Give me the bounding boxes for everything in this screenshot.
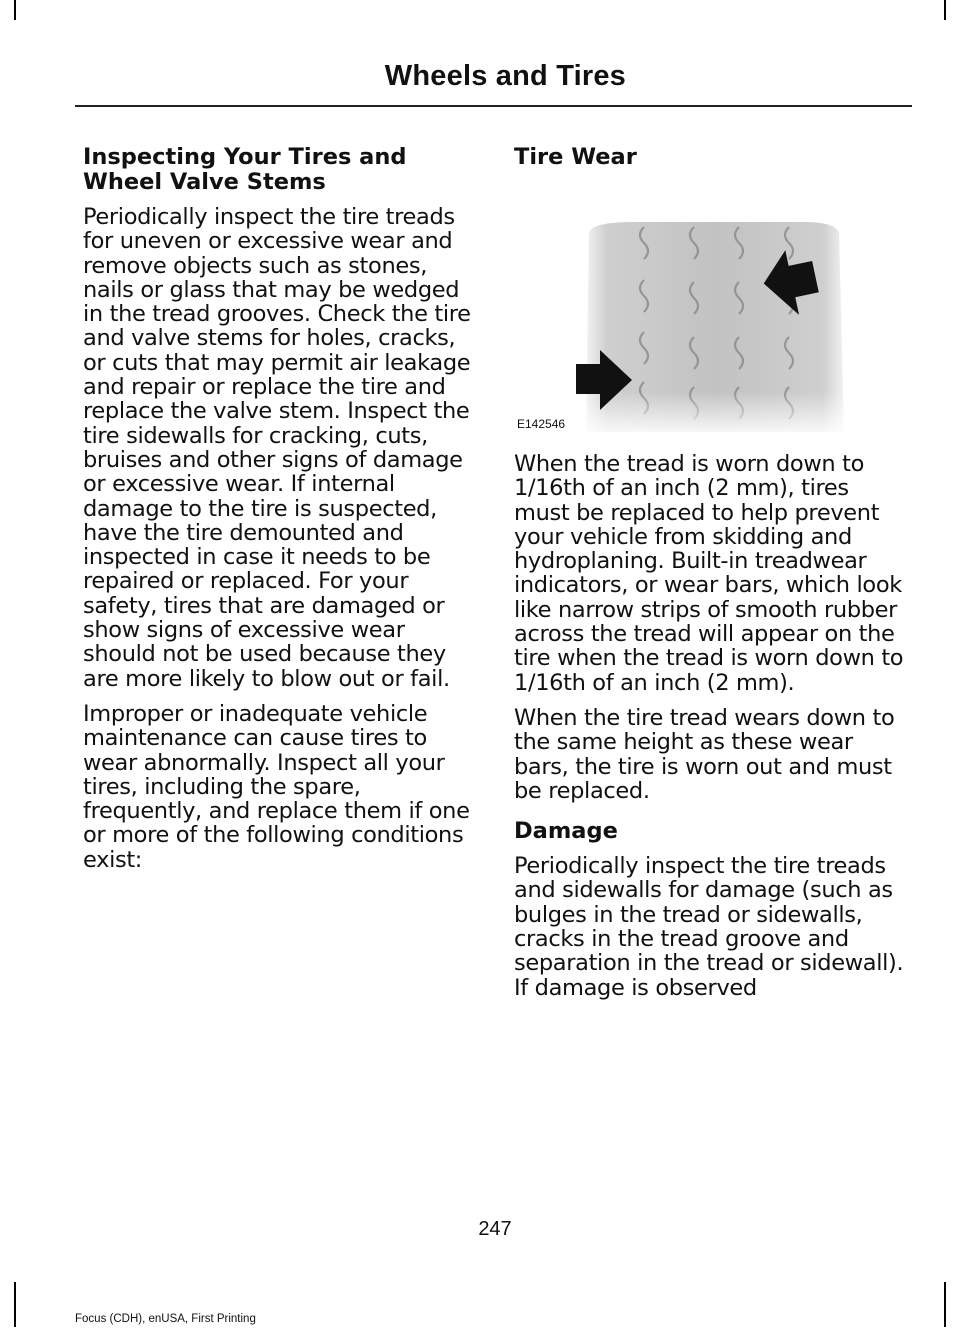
- publication-info: Focus (CDH), enUSA, First Printing: [75, 1313, 256, 1325]
- crop-mark-bottom-right: [944, 1282, 946, 1327]
- tire-tread-figure: [514, 182, 910, 434]
- figure-id: E142546: [517, 417, 566, 431]
- paragraph-damage: Periodically inspect the tire treads and sidewalls for damage (such as bulges in the tread or sidewalls, cracks in the tread groove and separation in the tread or sidewall). If damage is observed: [514, 853, 904, 1001]
- heading-damage: Damage: [514, 818, 618, 845]
- crop-mark-top-left: [14, 0, 16, 20]
- page-number: 247: [478, 1218, 512, 1240]
- page-section-title: Wheels and Tires: [384, 60, 626, 92]
- paragraph-wear-bars: When the tire tread wears down to the same height as these wear bars, the tire is worn out and must be replaced.: [514, 704, 895, 804]
- right-column: [514, 145, 910, 1011]
- left-column: [83, 145, 479, 883]
- tire-tread-wear-bar-illustration: [514, 182, 910, 434]
- crop-mark-top-right: [944, 0, 946, 20]
- paragraph-tread-worn-down: When the tread is worn down to 1/16th of an inch (2 mm), tires must be replaced to help prevent your vehicle from skidding and hydroplaning. Built-in treadwear indicators, or wear bars, which look like narrow strips of smooth rubber across the tread will appear on the tire when the tread is worn down to 1/16th of an inch (2 mm).: [514, 451, 904, 696]
- header-divider: [75, 105, 912, 107]
- heading-tire-wear: Tire Wear: [514, 144, 637, 170]
- heading-inspecting-tires: Inspecting Your Tires and Wheel Valve Stems: [83, 144, 407, 195]
- paragraph-improper-maintenance: Improper or inadequate vehicle maintenance can cause tires to wear abnormally. Inspect all your tires, including the spare, frequently, and replace them if one or more of the following conditions exist:: [83, 700, 470, 873]
- paragraph-inspect-treads: Periodically inspect the tire treads for uneven or excessive wear and remove objects such as stones, nails or glass that may be wedged in the tread grooves. Check the tire and valve stems for holes, cracks, or cuts that may permit air leakage and repair or replace the tire and replace the valve stem. Inspect the tire sidewalls for cracking, cuts, bruises and other signs of damage or excessive wear. If internal damage to the tire is suspected, have the tire demounted and inspected in case it needs to be repaired or replaced. For your safety, tires that are damaged or show signs of excessive wear should not be used because they are more likely to blow out or fail.: [83, 204, 471, 692]
- crop-mark-bottom-left: [14, 1282, 16, 1327]
